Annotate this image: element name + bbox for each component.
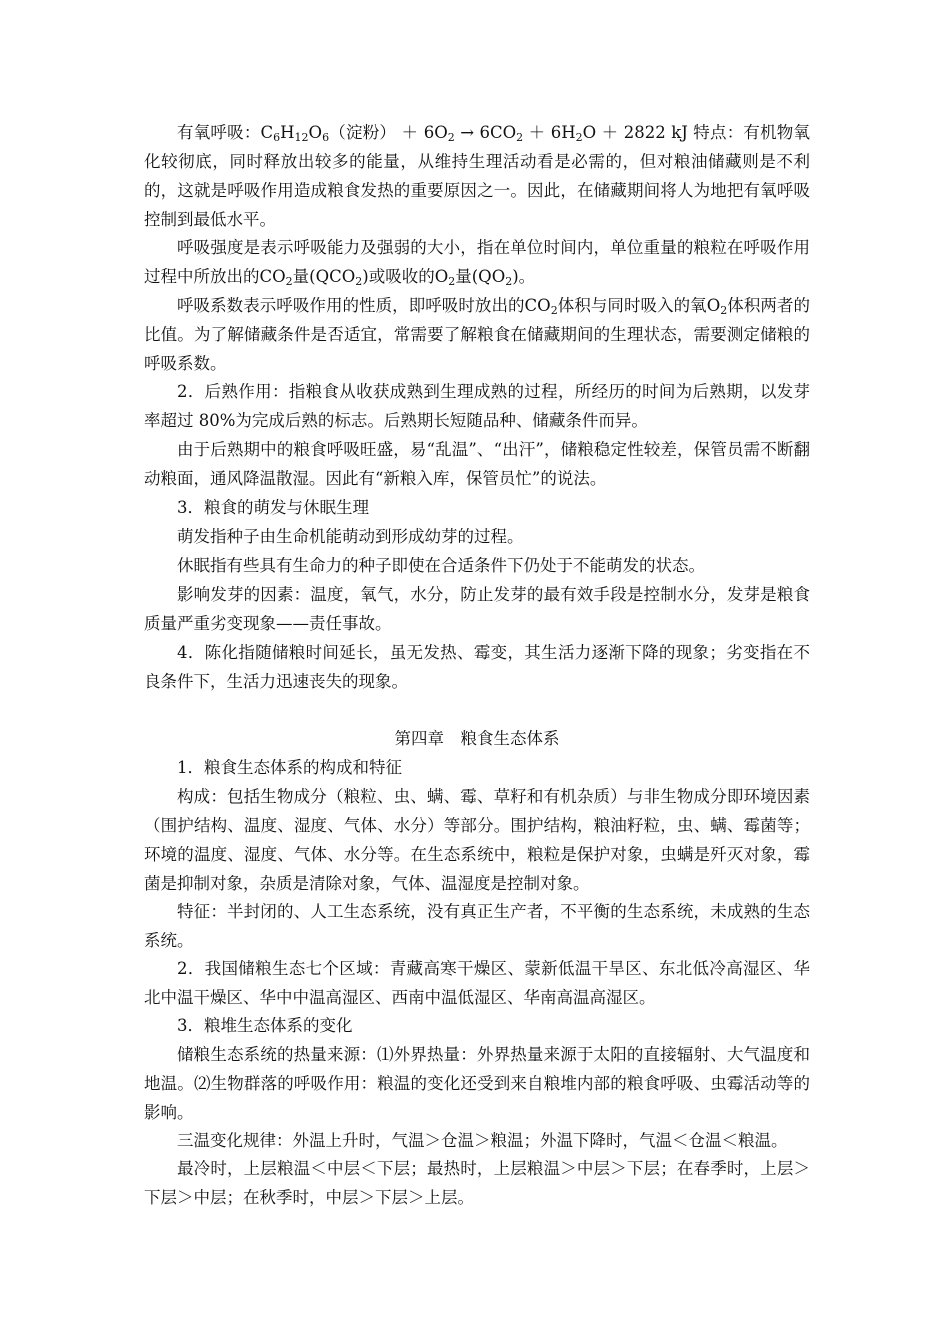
chapter-title: 第四章 粮食生态体系 — [394, 729, 560, 748]
germination-dormancy-heading: 3．粮食的萌发与休眠生理 — [177, 498, 369, 517]
layer-temperature-paragraph: 最冷时，上层粮温＜中层＜下层；最热时，上层粮温＞中层＞下层；在春季时，上层＞下层＞中层；在秋季时，中层＞下层＞上层。 — [144, 1159, 810, 1207]
dormancy-definition: 休眠指有些具有生命力的种子即使在合适条件下仍处于不能萌发的状态。 — [177, 556, 705, 575]
after-ripening-paragraph: 2．后熟作用：指粮食从收获成熟到生理成熟的过程，所经历的时间为后熟期，以发芽率超过 80%为完成后熟的标志。后熟期长短随品种、储藏条件而异。 — [144, 382, 810, 430]
germination-factors-paragraph: 影响发芽的因素：温度，氧气，水分，防止发芽的最有效手段是控制水分，发芽是粮食质量严重劣变现象——责任事故。 — [144, 585, 810, 633]
aging-deterioration-paragraph: 4．陈化指随储粮时间延长，虽无发热、霉变，其生活力逐渐下降的现象；劣变指在不良条件下，生活力迅速丧失的现象。 — [144, 643, 810, 691]
respiration-intensity-paragraph: 呼吸强度是表示呼吸能力及强弱的大小，指在单位时间内，单位重量的粮粒在呼吸作用过程中所放出的$CO_2$量$(QCO_2)$或吸收的$O_2$量$(QO_2)$。 — [144, 238, 810, 288]
heat-source-paragraph: 储粮生态系统的热量来源：⑴外界热量：外界热量来源于太阳的直接辐射、大气温度和地温。⑵生物群落的呼吸作用：粮温的变化还受到来自粮堆内部的粮食呼吸、虫霉活动等的影响。 — [144, 1045, 810, 1122]
three-temperature-paragraph: 三温变化规律：外温上升时，气温＞仓温＞粮温；外温下降时，气温＜仓温＜粮温。 — [177, 1131, 788, 1150]
germination-definition: 萌发指种子由生命机能萌动到形成幼芽的过程。 — [177, 527, 524, 546]
after-ripening-detail-paragraph: 由于后熟期中的粮食呼吸旺盛，易“乱温”、“出汗”，储粮稳定性较差，保管员需不断翻动粮面，通风降温散湿。因此有“新粮入库，保管员忙”的说法。 — [144, 440, 810, 488]
aerobic-respiration-paragraph: 有氧呼吸：$C_6H_{12}O_6$（淀粉） ＋ $6O_2 \to 6CO_2 + 6H_2O + 2822$ kJ 特点：有机物氧化较彻底，同时释放出较多的能量，从维持生理活动看是必需的，但对粮油储藏则是不利的，这就是呼吸作用造成粮食发热的重要原因之一。因此，在储藏期间将人为地把有氧呼吸控制到最低水平。 — [144, 123, 811, 229]
respiration-coefficient-paragraph: 呼吸系数表示呼吸作用的性质，即呼吸时放出的$CO_2$体积与同时吸入的氧$O_2$体积两者的比值。为了解储藏条件是否适宜，常需要了解粮食在储藏期间的生理状态，需要测定储粮的呼吸系数。 — [144, 296, 811, 373]
ecosystem-composition-paragraph: 构成：包括生物成分（粮粒、虫、螨、霉、草籽和有机杂质）与非生物成分即环境因素（围护结构、温度、湿度、气体、水分）等部分。围护结构，粮油籽粒，虫、螨、霉菌等；环境的温度、湿度、气体、水分等。在生态系统中，粮粒是保护对象，虫螨是歼灭对象，霉菌是抑制对象，杂质是清除对象，气体、温湿度是控制对象。 — [144, 787, 810, 893]
ecosystem-structure-heading: 1．粮食生态体系的构成和特征 — [177, 758, 402, 777]
grain-pile-changes-heading: 3．粮堆生态体系的变化 — [177, 1016, 353, 1035]
storage-regions-paragraph: 2．我国储粮生态七个区域：青藏高寒干燥区、蒙新低温干旱区、东北低冷高湿区、华北中温干燥区、华中中温高湿区、西南中温低湿区、华南高温高湿区。 — [144, 959, 810, 1007]
ecosystem-features-paragraph: 特征：半封闭的、人工生态系统，没有真正生产者，不平衡的生态系统，未成熟的生态系统。 — [144, 902, 810, 950]
